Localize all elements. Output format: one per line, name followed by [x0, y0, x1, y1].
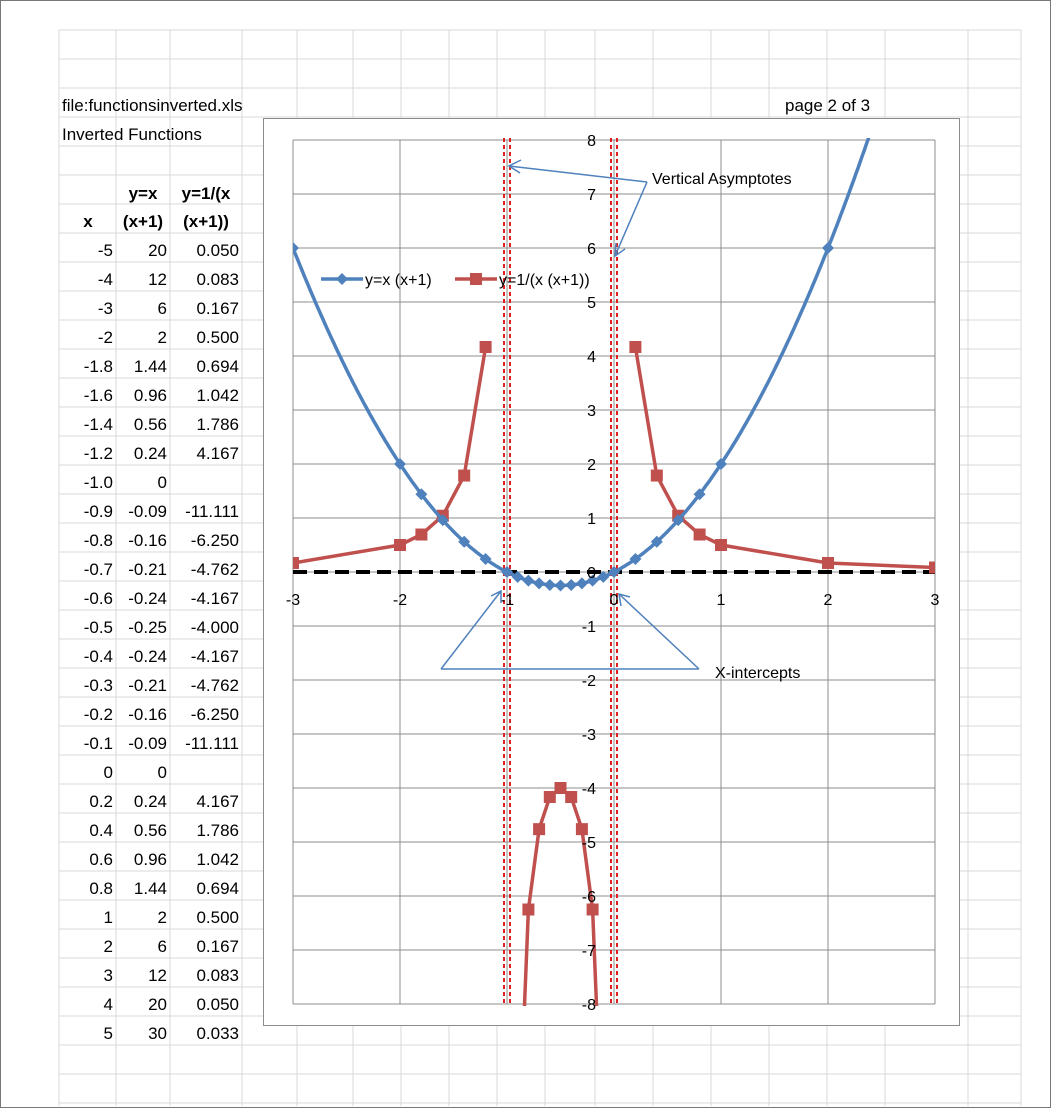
y-tick-label: -2	[581, 673, 596, 690]
table-cell: 0.56	[133, 821, 167, 840]
table-cell: 0.050	[196, 241, 239, 260]
file-label: file:functionsinverted.xls	[62, 96, 243, 115]
table-cell: 0	[157, 763, 167, 782]
table-cell: 0.500	[196, 908, 239, 927]
table-cell: 0	[103, 763, 113, 782]
table-cell: -0.09	[128, 734, 167, 753]
table-cell: 20	[148, 995, 167, 1014]
series2-point	[565, 791, 577, 803]
table-cell: -4.762	[190, 676, 239, 695]
y-tick-label: 5	[587, 295, 596, 312]
x-tick-label: -3	[285, 592, 301, 609]
series2-line	[635, 347, 935, 568]
x-tick-label: 0	[609, 592, 619, 609]
table-cell: -0.6	[83, 589, 113, 608]
table-cell: 0.694	[196, 357, 239, 376]
table-cell: -11.111	[185, 734, 239, 753]
table-cell: 4	[103, 995, 113, 1014]
table-cell: 12	[148, 270, 167, 289]
table-cell: -6.250	[190, 531, 239, 550]
annotation-arrow	[441, 591, 501, 669]
annotation-arrow	[615, 182, 647, 256]
series1-point	[576, 577, 588, 589]
table-cell: -11.111	[185, 502, 239, 521]
annotation-x-intercepts: X-intercepts	[715, 665, 801, 682]
table-cell: 0.8	[89, 879, 113, 898]
table-cell: 1.042	[196, 386, 239, 405]
series2-point	[287, 557, 299, 569]
table-cell: 5	[103, 1024, 113, 1043]
table-cell: 4.167	[196, 444, 239, 463]
table-cell: 2	[157, 328, 167, 347]
table-cell: -0.2	[83, 705, 113, 724]
header-x: x	[83, 212, 93, 231]
header-col3-line1: y=1/(x	[181, 184, 231, 203]
table-cell: -0.1	[83, 734, 113, 753]
annotation-arrow	[509, 166, 647, 182]
table-cell: -6.250	[190, 705, 239, 724]
table-cell: 20	[148, 241, 167, 260]
annotation-vertical-asymptotes: Vertical Asymptotes	[652, 171, 792, 188]
series2-point	[715, 539, 727, 551]
table-cell: -0.25	[128, 618, 167, 637]
series1-point	[608, 566, 620, 578]
table-cell: 0.083	[196, 270, 239, 289]
x-tick-label: 3	[930, 592, 940, 609]
series2-point	[629, 341, 641, 353]
y-tick-label: 7	[587, 187, 596, 204]
table-cell: -0.3	[83, 676, 113, 695]
table-cell: 0.083	[196, 966, 239, 985]
series2-line	[293, 347, 486, 563]
y-tick-label: 3	[587, 403, 596, 420]
table-cell: -0.09	[128, 502, 167, 521]
table-cell: -0.5	[83, 618, 113, 637]
table-cell: -1.8	[83, 357, 113, 376]
y-tick-label: 2	[587, 457, 596, 474]
series2-point	[822, 557, 834, 569]
table-cell: -1.4	[83, 415, 113, 434]
legend	[321, 272, 590, 289]
table-cell: 0.500	[196, 328, 239, 347]
series1-point	[501, 566, 513, 578]
series2-point	[576, 823, 588, 835]
series1-point	[287, 242, 299, 254]
legend-series1-marker	[336, 273, 348, 285]
series1-point	[522, 575, 534, 587]
table-cell: 12	[148, 966, 167, 985]
table-cell: -1.6	[83, 386, 113, 405]
table-cell: -0.4	[83, 647, 113, 666]
y-tick-label: -3	[581, 727, 596, 744]
table-cell: -1.2	[83, 444, 113, 463]
table-cell: 1.44	[133, 357, 167, 376]
series2-point	[415, 529, 427, 541]
series2-point	[480, 341, 492, 353]
table-cell: 0.167	[196, 937, 239, 956]
y-tick-label: 0	[587, 565, 596, 582]
table-cell: -1.0	[83, 473, 113, 492]
series2-point	[458, 470, 470, 482]
x-tick-label: -2	[392, 592, 408, 609]
series1-point	[822, 242, 834, 254]
series2-point	[555, 782, 567, 794]
legend-series2-marker	[470, 273, 482, 285]
series2-point	[651, 470, 663, 482]
table-cell: 0.96	[133, 850, 167, 869]
series2-point	[694, 529, 706, 541]
table-cell: 0	[157, 473, 167, 492]
table-cell: 4.167	[196, 792, 239, 811]
table-cell: 0.24	[133, 792, 167, 811]
table-cell: -4	[97, 270, 113, 289]
series1-point	[565, 579, 577, 591]
table-cell: -0.9	[83, 502, 113, 521]
table-cell: 2	[157, 908, 167, 927]
x-tick-label: 1	[716, 592, 726, 609]
y-tick-label: -8	[581, 997, 596, 1014]
table-cell: 1.042	[196, 850, 239, 869]
series2-point	[929, 562, 941, 574]
sheet-title: Inverted Functions	[62, 125, 202, 144]
table-cell: 0.24	[133, 444, 167, 463]
table-cell: -4.000	[190, 618, 239, 637]
table-cell: 30	[148, 1024, 167, 1043]
page-label: page 2 of 3	[785, 96, 871, 115]
table-cell: -4.167	[190, 647, 239, 666]
series1-point	[555, 580, 567, 592]
series1-point	[533, 577, 545, 589]
y-tick-label: 6	[587, 241, 596, 258]
legend-series2-label: y=1/(x (x+1))	[499, 272, 590, 289]
series2-point	[522, 904, 534, 916]
table-cell: -0.7	[83, 560, 113, 579]
table-cell: -0.21	[128, 676, 167, 695]
table-cell: 1	[103, 908, 113, 927]
y-tick-label: 1	[587, 511, 596, 528]
table-cell: 1.786	[196, 415, 239, 434]
x-tick-label: 2	[823, 592, 833, 609]
table-cell: 0.4	[89, 821, 113, 840]
table-cell: 0.694	[196, 879, 239, 898]
y-tick-label: -4	[581, 781, 596, 798]
table-cell: -2	[97, 328, 113, 347]
table-cell: -3	[97, 299, 113, 318]
table-cell: -4.762	[190, 560, 239, 579]
table-cell: 1.44	[133, 879, 167, 898]
legend-series1-label: y=x (x+1)	[365, 272, 432, 289]
table-cell: -4.167	[190, 589, 239, 608]
table-cell: -0.16	[128, 531, 167, 550]
table-cell: -0.16	[128, 705, 167, 724]
annotation-arrow	[619, 594, 699, 669]
series2-point	[394, 539, 406, 551]
series2-point	[533, 823, 545, 835]
y-tick-label: -5	[581, 835, 596, 852]
table-cell: 6	[157, 299, 167, 318]
table-cell: 2	[103, 937, 113, 956]
table-cell: -0.21	[128, 560, 167, 579]
header-col2-line2: (x+1)	[122, 212, 164, 231]
table-cell: 6	[157, 937, 167, 956]
table-cell: -0.24	[128, 647, 167, 666]
chart-svg	[263, 118, 960, 1026]
table-cell: -5	[97, 241, 113, 260]
y-tick-label: -1	[581, 619, 596, 636]
table-cell: 0.167	[196, 299, 239, 318]
y-tick-label: 8	[587, 133, 596, 150]
table-cell: 3	[103, 966, 113, 985]
table-cell: 0.56	[133, 415, 167, 434]
table-cell: 0.96	[133, 386, 167, 405]
y-tick-label: 4	[587, 349, 596, 366]
table-cell: 0.033	[196, 1024, 239, 1043]
series1-point	[544, 579, 556, 591]
y-tick-label: -7	[581, 943, 596, 960]
table-cell: -0.24	[128, 589, 167, 608]
header-col3-line2: (x+1))	[183, 212, 229, 231]
table-cell: 1.786	[196, 821, 239, 840]
table-cell: 0.050	[196, 995, 239, 1014]
series2-point	[544, 791, 556, 803]
table-cell: -0.8	[83, 531, 113, 550]
table-cell: 0.2	[89, 792, 113, 811]
header-col2-line1: y=x	[128, 184, 158, 203]
y-tick-label: -6	[581, 889, 596, 906]
table-cell: 0.6	[89, 850, 113, 869]
x-tick-label: -1	[499, 592, 515, 609]
